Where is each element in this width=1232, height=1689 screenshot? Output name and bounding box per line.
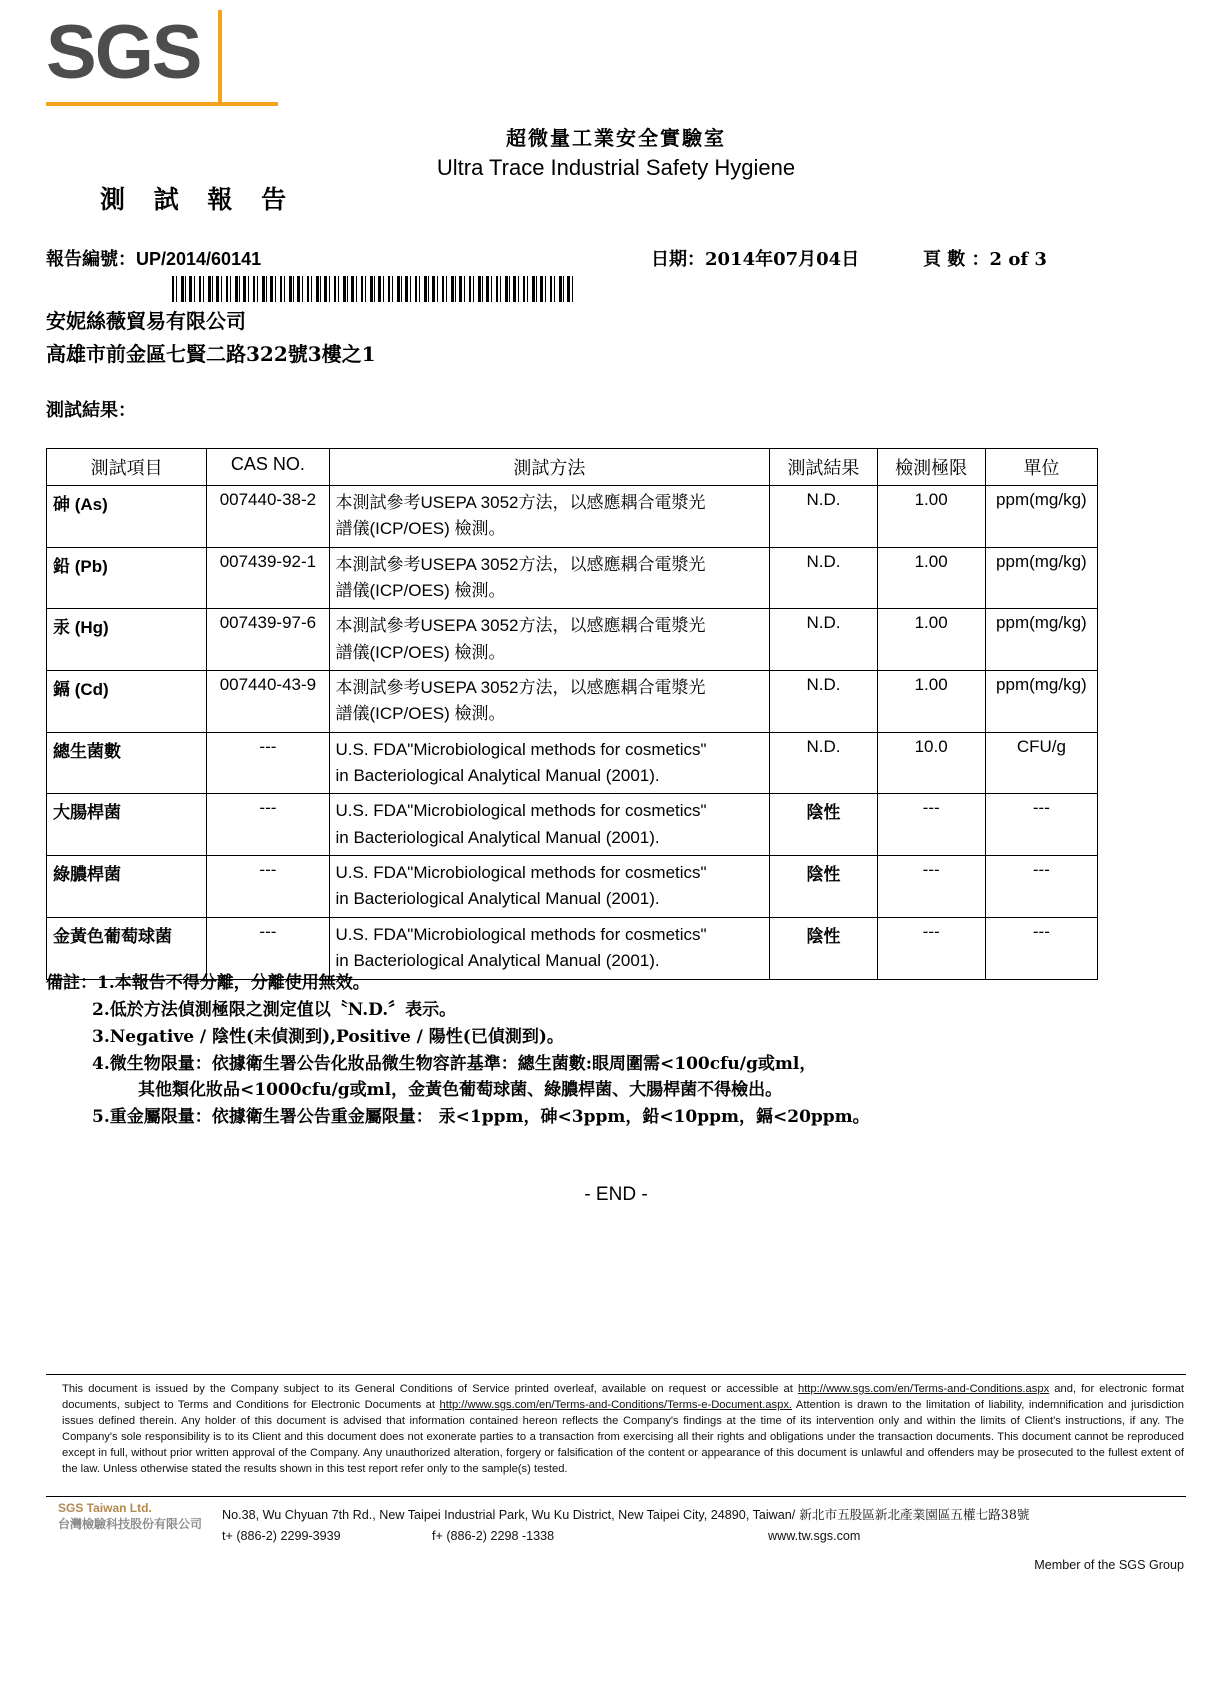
table-header-row [47, 449, 1098, 486]
method-line-1: U.S. FDA"Microbiological methods for cosmetics" [335, 863, 707, 883]
cell-cas: 007440-38-2 [207, 486, 329, 548]
cell-item: 綠膿桿菌 [47, 856, 207, 918]
cell-unit: ppm(mg/kg) [985, 609, 1097, 671]
page-number-value: 2 of 3 [989, 249, 1047, 270]
terms-conditions-link[interactable]: http://www.sgs.com/en/Terms-and-Conditions.aspx [797, 1383, 1050, 1395]
terms-e-document-link[interactable]: http://www.sgs.com/en/Terms-and-Conditions/Terms-e-Document.aspx. [439, 1398, 793, 1411]
cell-result: N.D. [770, 671, 877, 733]
cell-unit: CFU/g [985, 732, 1097, 794]
test-results-table [46, 448, 1098, 980]
cell-limit: 1.00 [877, 547, 985, 609]
footer-terms-part-3: Attention is drawn to the limitation of liability, indemnification and jurisdiction issues defined therein. Any holder of this document is advised that information contained hereon reflects the Company's findings at the time of its intervention only and within the limits of Client's instructions, if any. The Company's sole responsibility is to its Client and this document does not exonerate parties to a transaction from exercising all their rights and obligations under the transaction documents. This document cannot be reproduced except in full, without prior written approval of the Company. Any unauthorized alteration, forgery or falsification of the content or appearance of this document is unlawful and offenders may be prosecuted to the fullest extent of the law. Unless otherwise stated the results shown in this test report refer only to the sample(s) tested. [62, 1398, 1184, 1475]
footer-terms-part-1: This document is issued by the Company subject to its General Conditions of Service printed overleaf, available on request or accessible at [62, 1383, 798, 1395]
cell-unit: ppm(mg/kg) [985, 671, 1097, 733]
footer-fax: f+ (886-2) 2298 -1338 [432, 1529, 555, 1543]
cell-unit: --- [985, 794, 1097, 856]
cell-limit: 1.00 [877, 609, 985, 671]
footer-terms-part-2: and, for electronic format documents, subject to Terms and Conditions for Electronic Documents at [62, 1383, 1184, 1411]
cell-unit: ppm(mg/kg) [985, 486, 1097, 548]
column-header-item: 測試項目 [47, 449, 207, 486]
cell-cas: --- [207, 856, 329, 918]
remark-line-4: 4.微生物限量：依據衛生署公告化妝品微生物容許基準：總生菌數:眼周圍需<100cfu/g或ml， [92, 1053, 817, 1074]
method-line-2: in Bacteriological Analytical Manual (2001). [335, 827, 660, 847]
footer-company [58, 1500, 202, 1532]
end-marker: - END - [584, 1184, 648, 1205]
cell-result: 陰性 [770, 917, 877, 979]
column-header-cas: CAS NO. [207, 449, 329, 486]
page-title: 測 試 報 告 [100, 185, 297, 214]
footer-address [222, 1504, 1029, 1523]
cell-limit: 1.00 [877, 486, 985, 548]
report-number-value: UP/2014/60141 [136, 249, 262, 269]
cell-item: 砷 (As) [47, 486, 207, 548]
cell-cas: --- [207, 794, 329, 856]
method-line-2: 譜儀(ICP/OES) 檢測。 [335, 642, 506, 662]
cell-item: 金黃色葡萄球菌 [47, 917, 207, 979]
cell-result: N.D. [770, 486, 877, 548]
cell-method [329, 671, 770, 733]
table-row [47, 547, 1098, 609]
cell-result: 陰性 [770, 856, 877, 918]
cell-limit: 1.00 [877, 671, 985, 733]
method-line-2: in Bacteriological Analytical Manual (2001). [335, 766, 660, 786]
footer-divider-top [46, 1374, 1186, 1375]
method-line-1: U.S. FDA"Microbiological methods for cosmetics" [335, 924, 707, 944]
cell-method [329, 547, 770, 609]
cell-result: N.D. [770, 547, 877, 609]
table-row [47, 609, 1098, 671]
cell-limit: --- [877, 856, 985, 918]
cell-method [329, 609, 770, 671]
barcode [172, 276, 577, 302]
method-line-2: 譜儀(ICP/OES) 檢測。 [335, 704, 506, 724]
cell-item: 大腸桿菌 [47, 794, 207, 856]
method-line-1: 本測試參考USEPA 3052方法，以感應耦合電漿光 [335, 493, 706, 512]
cell-result: 陰性 [770, 794, 877, 856]
column-header-limit: 檢測極限 [877, 449, 985, 486]
lab-name-chinese: 超微量工業安全實驗室 [506, 126, 726, 150]
method-line-2: in Bacteriological Analytical Manual (2001). [335, 889, 660, 909]
cell-method [329, 794, 770, 856]
method-line-1: 本測試參考USEPA 3052方法，以感應耦合電漿光 [335, 678, 706, 698]
cell-cas: 007439-92-1 [207, 547, 329, 609]
column-header-method: 測試方法 [329, 449, 770, 486]
report-number-label: 報告編號： [46, 249, 136, 270]
cell-unit: --- [985, 917, 1097, 979]
cell-limit: --- [877, 917, 985, 979]
cell-cas: --- [207, 917, 329, 979]
footer-address-cn: 新北市五股區新北產業園區五權七路38號 [795, 1507, 1030, 1522]
remark-line-2: 2.低於方法偵測極限之測定值以〝N.D.〞表示。 [92, 999, 457, 1020]
footer-member-note: Member of the SGS Group [1034, 1558, 1184, 1572]
results-section-label: 測試結果： [46, 400, 136, 421]
cell-item: 汞 (Hg) [47, 609, 207, 671]
method-line-2: 譜儀(ICP/OES) 檢測。 [335, 519, 506, 539]
report-date [651, 245, 859, 271]
cell-result: N.D. [770, 609, 877, 671]
table-row [47, 671, 1098, 733]
method-line-2: in Bacteriological Analytical Manual (2001). [335, 951, 660, 971]
lab-name-english: Ultra Trace Industrial Safety Hygiene [436, 155, 796, 180]
report-number [46, 245, 261, 271]
method-line-2: 譜儀(ICP/OES) 檢測。 [335, 581, 506, 601]
cell-unit: --- [985, 856, 1097, 918]
footer-website[interactable]: www.tw.sgs.com [768, 1529, 861, 1543]
cell-method [329, 486, 770, 548]
footer-terms [62, 1382, 1184, 1477]
client-company-address: 高雄市前金區七賢二路322號3樓之1 [46, 342, 376, 366]
page-number-label: 頁 數 ： [923, 249, 990, 270]
column-header-unit: 單位 [985, 449, 1097, 486]
cell-limit: 10.0 [877, 732, 985, 794]
cell-unit: ppm(mg/kg) [985, 547, 1097, 609]
remarks-section [46, 970, 1106, 1131]
method-line-1: 本測試參考USEPA 3052方法，以感應耦合電漿光 [335, 554, 706, 574]
logo-accent-vertical [218, 10, 222, 106]
cell-method [329, 856, 770, 918]
sgs-logo [46, 10, 236, 115]
cell-limit: --- [877, 794, 985, 856]
cell-result: N.D. [770, 732, 877, 794]
table-row [47, 794, 1098, 856]
cell-cas: --- [207, 732, 329, 794]
column-header-result: 測試結果 [770, 449, 877, 486]
cell-item: 總生菌數 [47, 732, 207, 794]
report-meta [46, 245, 1146, 271]
remark-line-5: 5.重金屬限量：依據衛生署公告重金屬限量： 汞<1ppm，砷<3ppm，鉛<10ppm，鎘<20ppm。 [92, 1107, 870, 1128]
remark-line-3: 3.Negative / 陰性(未偵測到),Positive / 陽性(已偵測到)。 [92, 1026, 564, 1047]
remark-line-1: 備註：1.本報告不得分離，分離使用無效。 [46, 973, 370, 993]
footer-address-en: No.38, Wu Chyuan 7th Rd., New Taipei Industrial Park, Wu Ku District, New Taipei City, 24890, Taiwan/ [222, 1508, 796, 1522]
report-date-label: 日期： [651, 249, 705, 270]
remark-line-4b: 其他類化妝品<1000cfu/g或ml，金黃色葡萄球菌、綠膿桿菌、大腸桿菌不得檢出。 [138, 1080, 783, 1101]
method-line-1: U.S. FDA"Microbiological methods for cosmetics" [335, 739, 707, 759]
table-row [47, 486, 1098, 548]
cell-cas: 007440-43-9 [207, 671, 329, 733]
cell-item: 鎘 (Cd) [47, 671, 207, 733]
logo-accent-horizontal [46, 102, 278, 106]
footer-divider-bottom [46, 1496, 1186, 1497]
page-number [923, 245, 1047, 271]
cell-item: 鉛 (Pb) [47, 547, 207, 609]
footer-company-cn: 台灣檢驗科技股份有限公司 [58, 1517, 203, 1532]
client-company-name: 安妮絲薇貿易有限公司 [46, 309, 246, 333]
report-date-value: 2014年07月04日 [705, 249, 860, 270]
method-line-1: 本測試參考USEPA 3052方法，以感應耦合電漿光 [335, 616, 706, 636]
table-row [47, 732, 1098, 794]
table-row [47, 856, 1098, 918]
sgs-logo-text: SGS [46, 10, 201, 95]
cell-cas: 007439-97-6 [207, 609, 329, 671]
cell-method [329, 732, 770, 794]
footer-company-en: SGS Taiwan Ltd. [58, 1501, 152, 1515]
footer-telephone: t+ (886-2) 2299-3939 [222, 1529, 341, 1543]
method-line-1: U.S. FDA"Microbiological methods for cosmetics" [335, 801, 707, 821]
